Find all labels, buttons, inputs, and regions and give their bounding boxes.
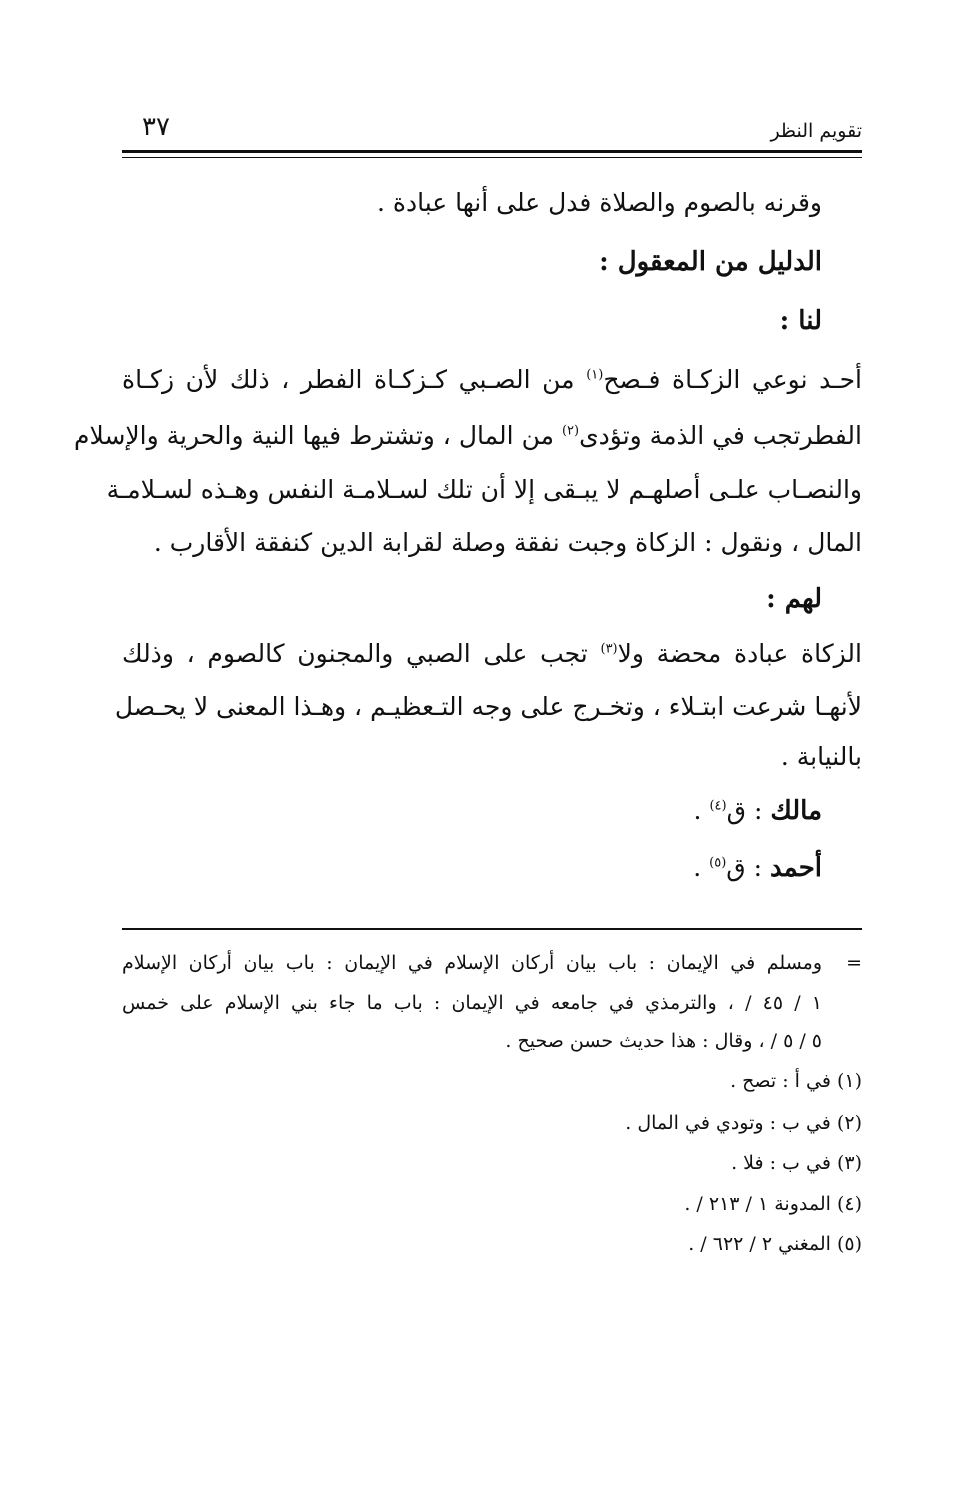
footnote-ref-3[interactable]: (٣)	[600, 641, 618, 657]
page-header	[122, 112, 862, 152]
ahmad-line: أحمد : ق$^{(٥)}$ .	[693, 853, 822, 883]
text-line-p7: بالنيابة .	[780, 742, 862, 771]
heading-for-us: لنا :	[779, 306, 822, 336]
malik-line: مالك : ق$^{(٤)}$ .	[693, 796, 822, 826]
footnote-ref-1[interactable]: (١)	[586, 367, 604, 383]
text-line-p3: والنصـاب علـى أصلهـم لا يبـقى إلا أن تلك لسـلامـة النفس وهـذه لسـلامـة	[106, 475, 862, 504]
footnote-ref-2[interactable]: (٢)	[561, 423, 580, 439]
text-line-p1: أحـد نوعي الزكـاة فـصح$^{(١)}$ من الصـبي كـزكـاة الفطر ، ذلك لأن زكـاة	[122, 365, 862, 394]
footnote-3: (٣) في ب : فلا .	[731, 1152, 862, 1174]
footnote-1: (١) في أ : تصح .	[730, 1070, 862, 1092]
text-line-1: وقرنه بالصوم والصلاة فدل على أنها عبادة .	[377, 188, 822, 217]
running-title: تقويم النظر	[770, 120, 862, 142]
text-line-p5: الزكاة عبادة محضة ولا$^{(٣)}$ تجب على الصبي والمجنون كالصوم ، وذلك	[122, 639, 862, 668]
footnote-ref-4[interactable]: (٤)	[709, 798, 727, 814]
section-heading-rational-proof: الدليل من المعقول :	[599, 247, 822, 277]
footnote-4: (٤) المدونة ١ / ٢١٣ / .	[684, 1193, 862, 1215]
text-line-p2: الفطرتجب في الذمة وتؤدى$^{(٢)}$ من المال ، وتشترط فيها النية والحرية والإسلام	[74, 421, 862, 450]
heading-for-them: لهم :	[766, 584, 822, 614]
text-line-p4: المال ، ونقول : الزكاة وجبت نفقة وصلة لقرابة الدين كنفقة الأقارب .	[153, 528, 862, 557]
footnote-2: (٢) في ب : وتودي في المال .	[625, 1112, 862, 1134]
footnote-cont-line-2: ١ / ٤٥ / ، والترمذي في جامعه في الإيمان : باب ما جاء بني الإسلام على خمس	[122, 992, 822, 1014]
footnote-cont-line-1: ومسلم في الإيمان : باب بيان أركان الإسلام في الإيمان : باب بيان أركان الإسلام	[122, 952, 822, 974]
header-rule-thick	[122, 150, 862, 153]
page-number: ٣٧	[142, 112, 170, 142]
footnote-5: (٥) المغني ٢ / ٦٢٢ / .	[688, 1233, 862, 1255]
footnote-continuation-mark: =	[846, 952, 862, 974]
footnote-separator	[122, 928, 862, 930]
footnote-cont-line-3: ٥ / ٥ / ، وقال : هذا حديث حسن صحيح .	[505, 1030, 822, 1052]
text-line-p6: لأنهـا شرعت ابتـلاء ، وتخـرج على وجه التـعظيـم ، وهـذا المعنى لا يحـصل	[114, 692, 862, 721]
footnote-ref-5[interactable]: (٥)	[709, 855, 727, 871]
ahmad-label: أحمد	[770, 853, 822, 883]
header-rule-thin	[122, 157, 862, 158]
malik-label: مالك	[770, 796, 822, 826]
